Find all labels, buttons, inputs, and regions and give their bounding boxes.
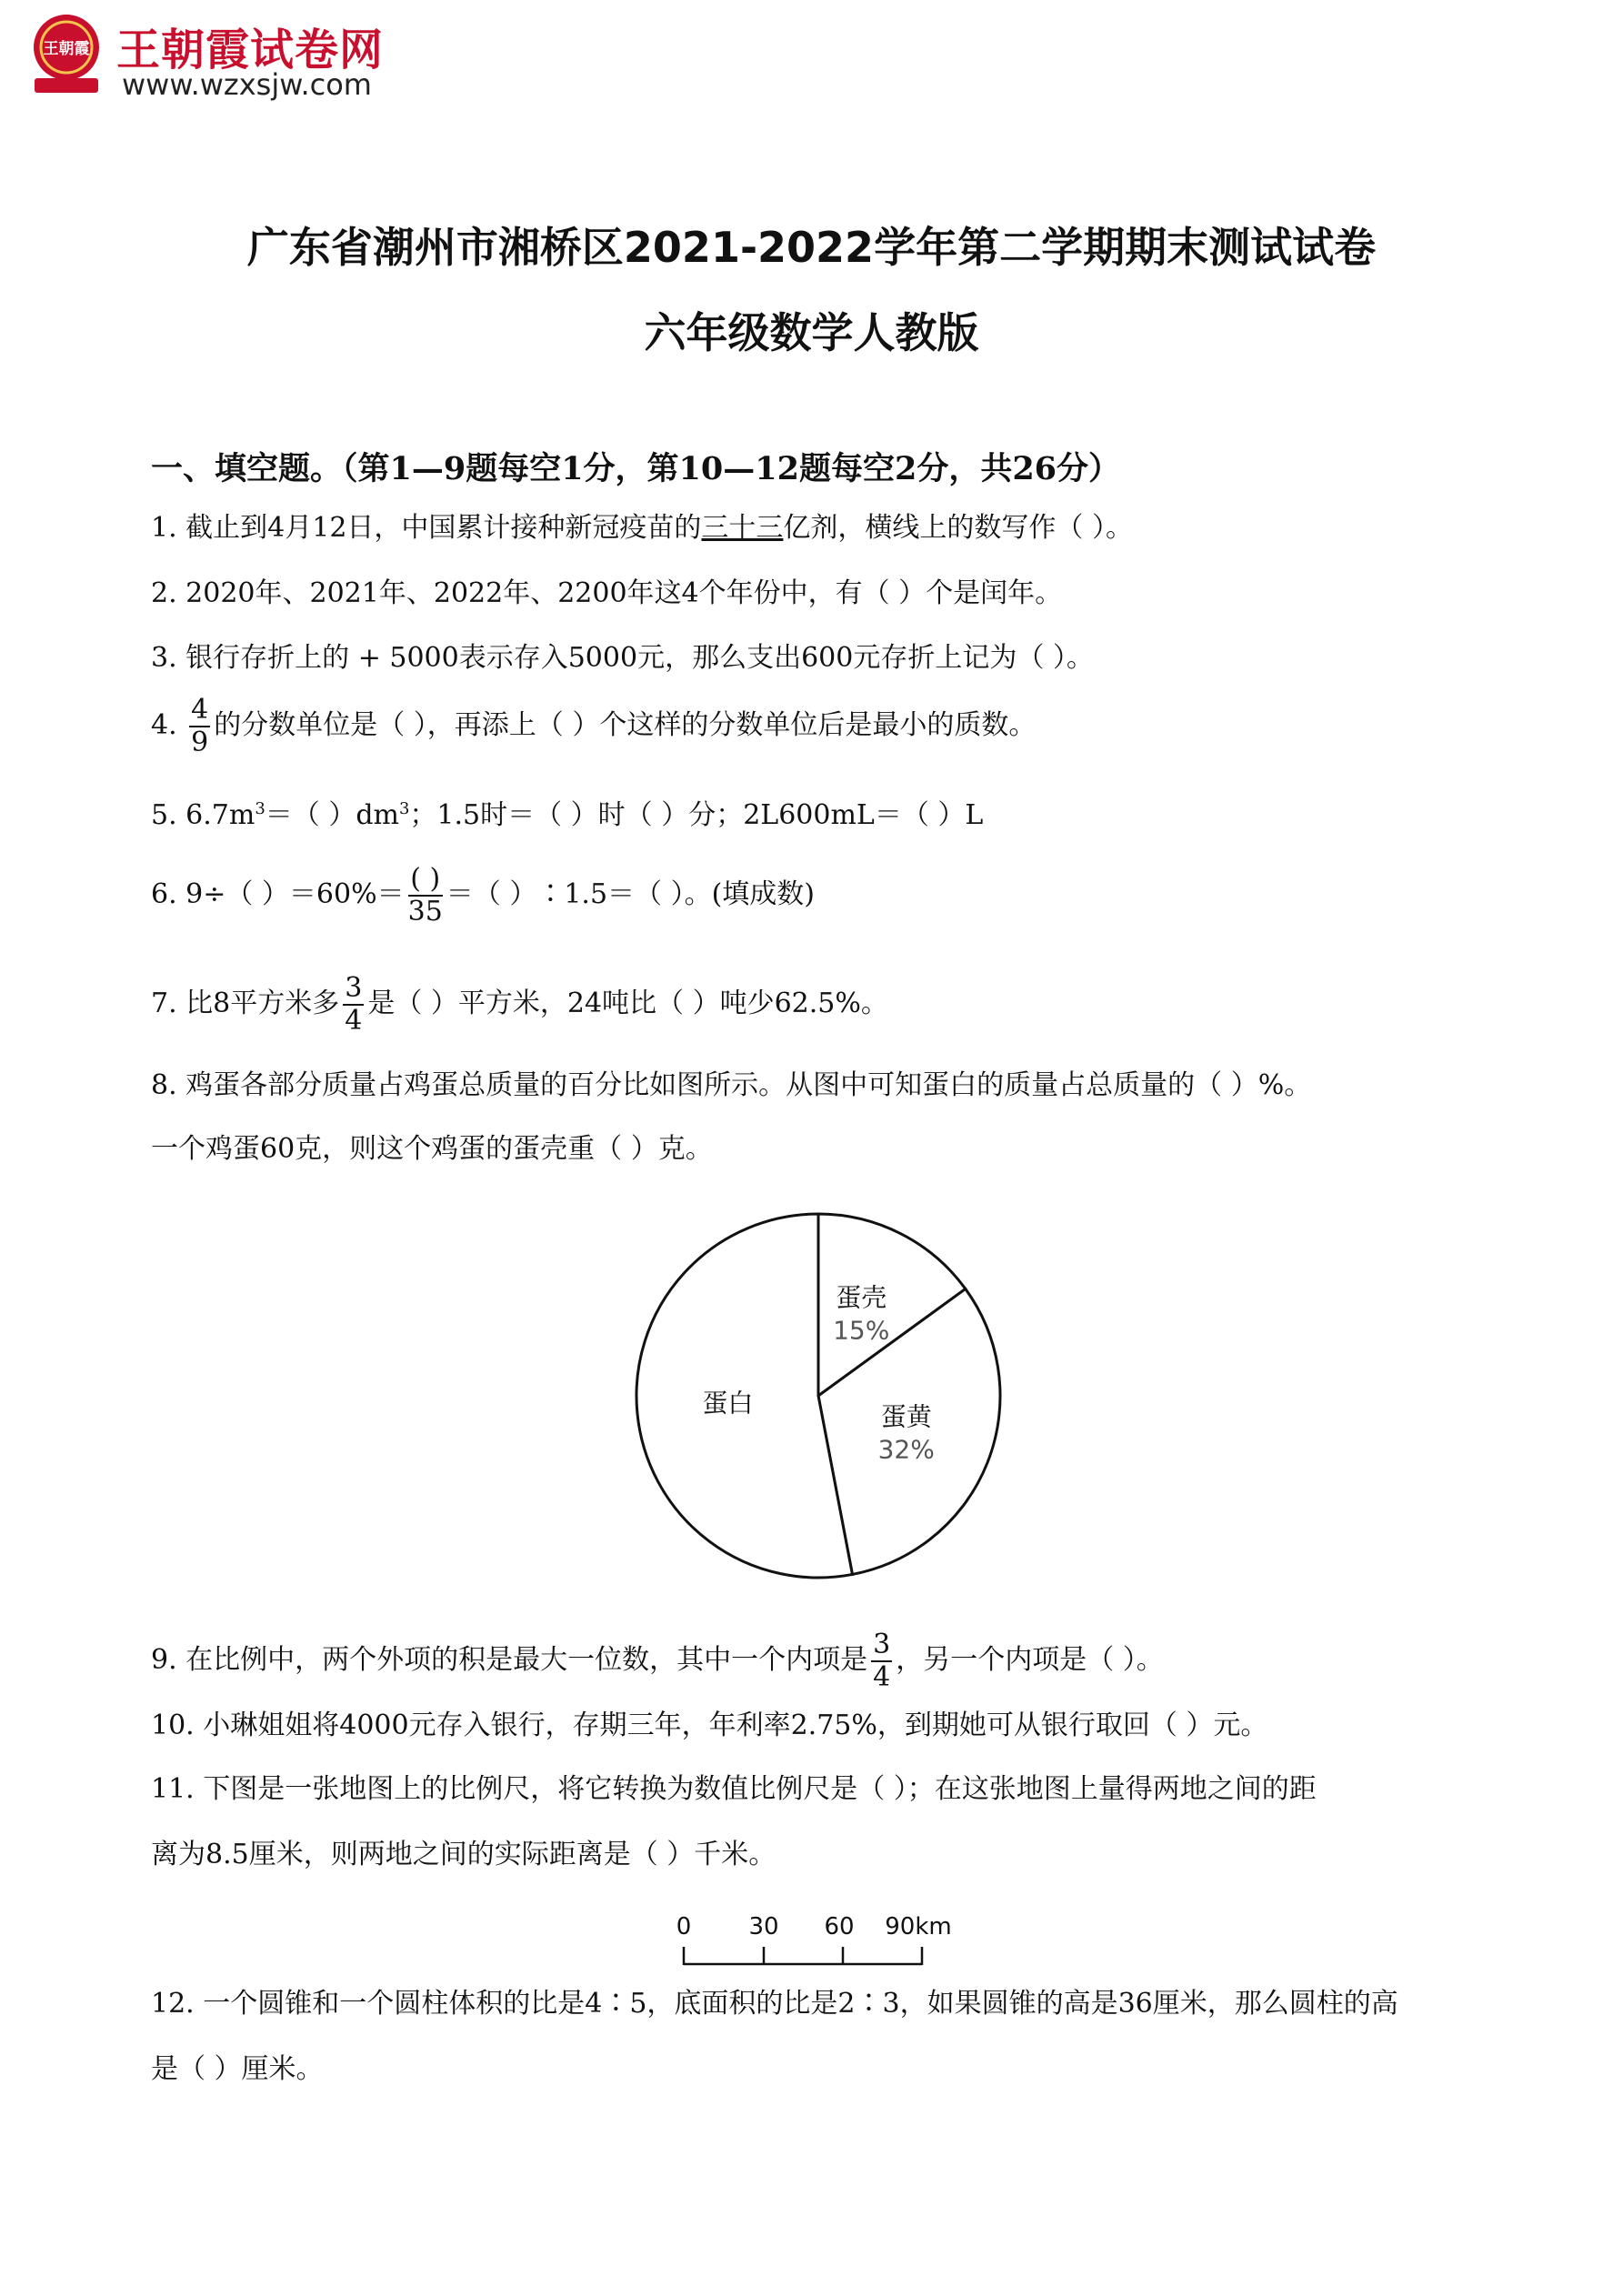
question-4: 4. $\frac{4}{9}$ 的分数单位是（ ），再添上（ ）个这样的分数单位后是最小的质数。 [151,694,1037,758]
question-8-line1: 8. 鸡蛋各部分质量占鸡蛋总质量的百分比如图所示。从图中可知蛋白的质量占总质量的（ ）%。 [151,1069,1312,1101]
fraction: $\frac{3}{4}$ [873,1629,891,1693]
pie-label-2: 蛋白 [702,1388,754,1419]
scale-label: 90km [885,1913,952,1940]
scale-label: 30 [748,1913,779,1940]
scale-label: 0 [676,1913,692,1940]
egg-pie-chart [627,1205,1009,1587]
site-logo [27,11,427,102]
fraction: $\frac{( )}{35}$ [407,863,443,927]
map-scale-bar [664,1905,973,1987]
page-title: 广东省潮州市湘桥区2021-2022学年第二学期期末测试试卷 [246,223,1377,272]
pie-label-0: 蛋壳 [836,1282,887,1313]
pie-label-1: 蛋黄 [880,1401,932,1432]
question-11-line1: 11. 下图是一张地图上的比例尺，将它转换为数值比例尺是（ ）；在这张地图上量得两地之间的距 [151,1773,1317,1805]
fraction: $\frac{4}{9}$ [191,694,209,758]
question-2: 2. 2020年、2021年、2022年、2200年这4个年份中，有（ ）个是闰年。 [151,577,1063,609]
seal-icon [27,11,105,98]
seal-text: 王朝霞 [43,40,90,58]
question-6: 6. 9÷（ ）＝60%＝ $\frac{( )}{35}$ ＝（ ）∶1.5＝（ ）。(填成数) [151,863,815,927]
question-3: 3. 银行存折上的 + 5000表示存入5000元，那么支出600元存折上记为（ ）。 [151,642,1094,674]
brand-name: 王朝霞试卷网 [116,25,385,75]
question-11-line2: 离为8.5厘米，则两地之间的实际距离是（ ）千米。 [151,1839,776,1870]
site-url[interactable]: www.wzxsjw.com [122,67,372,102]
page-subtitle: 六年级数学人教版 [644,308,979,357]
scale-label: 60 [824,1913,855,1940]
question-12-line2: 是（ ）厘米。 [151,2053,324,2085]
pie-value-0: 15% [833,1315,890,1346]
section-heading: 一、填空题。（第1—9题每空1分，第10—12题每空2分，共26分） [151,450,1121,487]
underlined-number: 三十三 [701,512,784,544]
question-10: 10. 小琳姐姐将4000元存入银行，存期三年，年利率2.75%，到期她可从银行取回（ ）元。 [151,1709,1268,1741]
fraction: $\frac{3}{4}$ [345,972,363,1037]
question-1: 1. 截止到4月12日，中国累计接种新冠疫苗的三十三亿剂，横线上的数写作（ ）。 [151,512,1133,544]
question-8-line2: 一个鸡蛋60克，则这个鸡蛋的蛋壳重（ ）克。 [151,1133,713,1165]
question-9: 9. 在比例中，两个外项的积是最大一位数，其中一个内项是 $\frac{3}{4}$ ，另一个内项是（ ）。 [151,1629,1164,1693]
pie-value-1: 32% [877,1434,935,1465]
question-12-line1: 12. 一个圆锥和一个圆柱体积的比是4∶5，底面积的比是2∶3，如果圆锥的高是36厘米，那么圆柱的高 [151,1988,1398,2020]
question-7: 7. 比8平方米多 $\frac{3}{4}$ 是（ ）平方米，24吨比（ ）吨少62.5%。 [151,972,888,1037]
question-5: 5. $6.7m^3=$（ ）$dm^3$；1.5时＝（ ）时（ ）分；2L600mL＝（ ）L [151,799,984,831]
